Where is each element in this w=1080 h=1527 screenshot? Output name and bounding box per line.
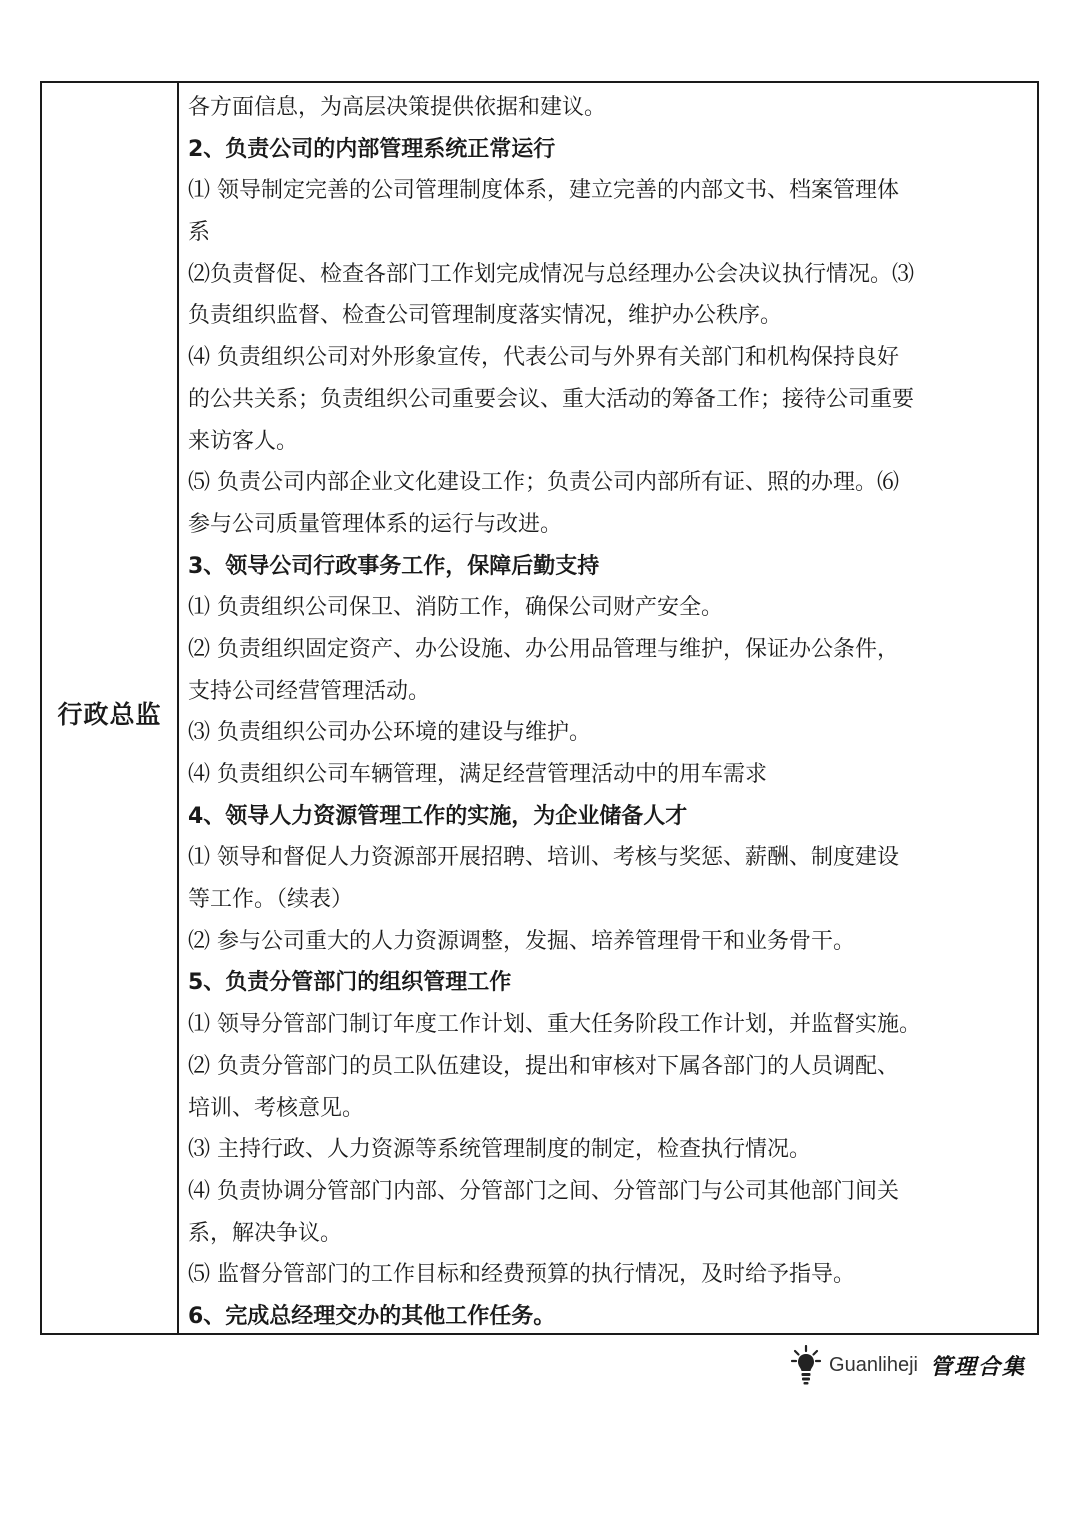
duty-line: ⑶ 主持行政、人力资源等系统管理制度的制定，检查执行情况。: [188, 1137, 811, 1163]
role-cell: [42, 83, 179, 1333]
duty-line: ⑴ 领导制定完善的公司管理制度体系，建立完善的内部文书、档案管理体: [188, 178, 899, 204]
brand-name-cn: 管理合集: [929, 1353, 1026, 1380]
duty-line: 等工作。（续表）: [188, 887, 354, 913]
duty-line: 系: [188, 220, 211, 246]
duty-line: ⑸ 负责公司内部企业文化建设工作；负责公司内部所有证、照的办理。⑹: [188, 470, 899, 496]
duty-line: ⑵ 负责组织固定资产、办公设施、办公用品管理与维护，保证办公条件，: [188, 636, 899, 662]
duty-line: ⑷ 负责组织公司对外形象宣传，代表公司与外界有关部门和机构保持良好: [188, 345, 899, 371]
duty-line: ⑸ 监督分管部门的工作目标和经费预算的执行情况，及时给予指导。: [188, 1262, 855, 1288]
duty-line: 系，解决争议。: [188, 1220, 343, 1246]
duty-heading: 6、完成总经理交办的其他工作任务。: [188, 1303, 556, 1329]
duty-line: ⑷ 负责协调分管部门内部、分管部门之间、分管部门与公司其他部门间关: [188, 1178, 899, 1204]
duty-line: ⑴ 负责组织公司保卫、消防工作，确保公司财产安全。: [188, 595, 723, 621]
duty-heading: 5、负责分管部门的组织管理工作: [188, 970, 512, 996]
duty-line: 培训、考核意见。: [188, 1095, 365, 1121]
lightbulb-icon: [791, 1345, 821, 1385]
duties-cell: [179, 83, 1037, 1333]
duty-heading: 4、领导人力资源管理工作的实施，为企业储备人才: [188, 803, 688, 829]
duty-line: ⑵ 参与公司重大的人力资源调整，发掘、培养管理骨干和业务骨干。: [188, 928, 855, 954]
duty-line: ⑵ 负责分管部门的员工队伍建设，提出和审核对下属各部门的人员调配、: [188, 1053, 899, 1079]
duty-line: 来访客人。: [188, 428, 299, 454]
duty-line: ⑶ 负责组织公司办公环境的建设与维护。: [188, 720, 591, 746]
role-title: 行政总监: [57, 700, 162, 729]
duty-heading: 2、负责公司的内部管理系统正常运行: [188, 136, 556, 162]
duty-line: 支持公司经营管理活动。: [188, 678, 431, 704]
duty-table: [40, 81, 1039, 1335]
duty-line: ⑷ 负责组织公司车辆管理，满足经营管理活动中的用车需求: [188, 762, 767, 787]
duty-line: 参与公司质量管理体系的运行与改进。: [188, 511, 563, 537]
brand-name-en: Guanliheji: [829, 1353, 918, 1376]
duty-line: ⑴ 领导分管部门制订年度工作计划、重大任务阶段工作计划，并监督实施。: [188, 1012, 921, 1038]
duty-heading: 3、领导公司行政事务工作，保障后勤支持: [188, 553, 600, 579]
footer-brand: [791, 1343, 1026, 1387]
duty-line: 的公共关系；负责组织公司重要会议、重大活动的筹备工作；接待公司重要: [188, 386, 915, 412]
duty-line: ⑵负责督促、检查各部门工作划完成情况与总经理办公会决议执行情况。⑶: [188, 261, 915, 287]
duty-line: ⑴ 领导和督促人力资源部开展招聘、培训、考核与奖惩、薪酬、制度建设: [188, 845, 899, 871]
duty-line: 各方面信息，为高层决策提供依据和建议。: [188, 95, 607, 120]
duty-line: 负责组织监督、检查公司管理制度落实情况，维护办公秩序。: [188, 303, 783, 329]
